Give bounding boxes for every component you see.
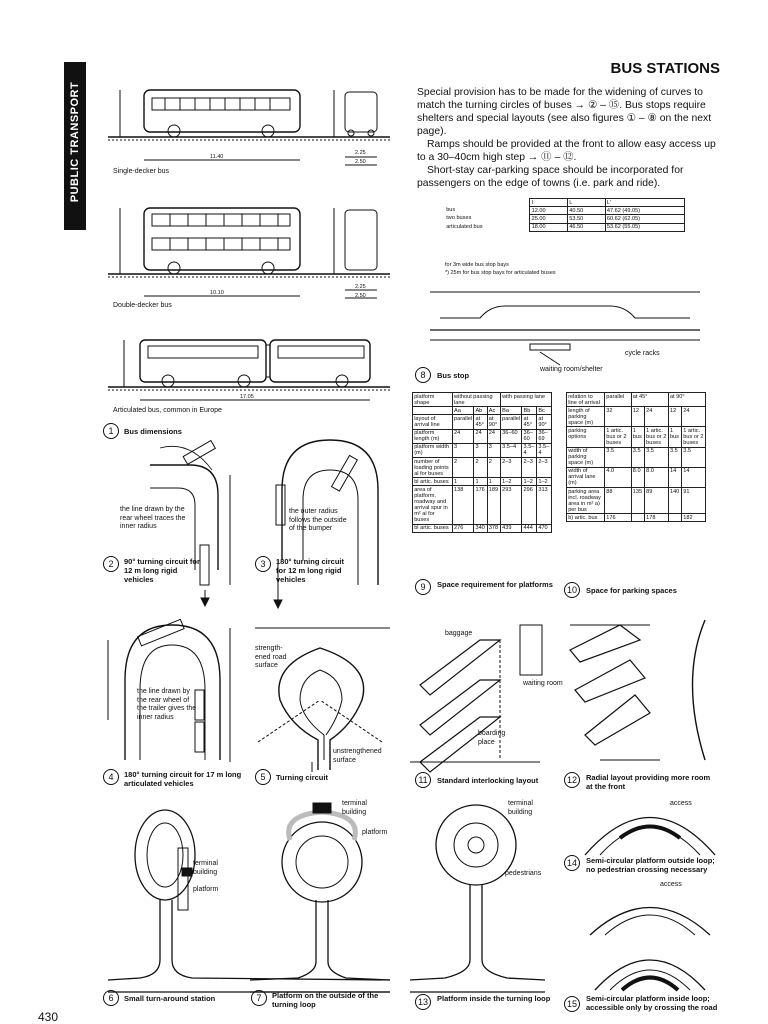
figure-number: 3 — [255, 556, 271, 572]
figure-caption: Platform on the outside of the turning loop — [272, 991, 379, 1009]
table-cell: 24 — [474, 429, 487, 443]
table-cell: 12.00 — [530, 207, 568, 215]
table-header-cell: l — [530, 199, 568, 207]
figure-caption: Standard interlocking layout — [437, 776, 539, 785]
table-cell: at 90° — [537, 415, 552, 429]
figure-caption: Small turn-around station — [124, 994, 216, 1003]
radial-layout-drawing — [570, 620, 705, 760]
figure-caption: Bus dimensions — [124, 427, 182, 436]
table-cell: 25.00 — [530, 215, 568, 223]
table-cell: 14 — [682, 467, 706, 487]
table-cell: 8.0 — [644, 467, 668, 487]
table-cell: 1 — [474, 478, 487, 486]
table-cell: articulated bus — [446, 223, 483, 230]
interlocking-layout-drawing — [410, 625, 542, 772]
page-number: 430 — [38, 1010, 59, 1024]
figure-number: 1 — [103, 423, 119, 439]
figure-caption: 90° turning circuit for 12 m long rigid vehicles — [124, 557, 200, 584]
table-cell: 24 — [487, 429, 500, 443]
table-cell: 36–69 — [537, 429, 552, 443]
table-header-cell: relation to line of arrival — [567, 393, 605, 407]
table-cell: 1 bus — [631, 427, 644, 447]
figure-number: 11 — [415, 772, 431, 788]
figure-caption: 180° turning circuit for 17 m long articulated vehicles — [124, 770, 242, 788]
articulated-label: Articulated bus, common in Europe — [113, 407, 222, 414]
table-cell: 3.5 — [668, 447, 681, 467]
table-cell: 2–3 — [537, 457, 552, 477]
figure-note: strength-ened road surface — [255, 645, 287, 669]
figure-number: 13 — [415, 994, 431, 1010]
semicircular-platform-inside-drawing — [590, 908, 710, 991]
figure-note: the outer radius follows the outside of the bumper — [289, 508, 347, 532]
table-cell: 47.62 (49.05) — [605, 207, 684, 215]
table-note: for 3m wide bus stop bays — [445, 262, 509, 268]
table-cell: 1 artic. bus or 2 buses — [646, 427, 667, 446]
table-cell: bl artic. buses — [413, 524, 453, 532]
table-cell: 276 — [452, 524, 473, 532]
figure-number: 9 — [415, 579, 431, 595]
table-cell: 140 — [668, 487, 681, 513]
table-cell: 1 — [452, 478, 473, 486]
table-cell: 88 — [605, 487, 632, 513]
figure-caption: Bus stop — [437, 371, 470, 380]
table-cell: 1–2 — [500, 478, 521, 486]
dimension-label: 17.05 — [240, 394, 254, 400]
table-cell: parking options — [567, 427, 605, 447]
table-cell: parallel — [500, 415, 521, 429]
table-cell: 12 — [668, 407, 681, 427]
intro-paragraph: Ramps should be provided at the front to allow easy access up to a 30–40cm high step → ⑪ – ⑫. — [417, 139, 716, 163]
table-cell: 176 — [605, 514, 632, 522]
table-cell: 24 — [682, 407, 706, 427]
table-cell: 24 — [644, 407, 668, 427]
table-cell: 1 bus — [668, 427, 681, 447]
table-cell: 3.5–4 — [500, 443, 521, 457]
bus-stop-table — [445, 198, 685, 232]
table-cell: platform length (m) — [413, 429, 453, 443]
table-cell: 32 — [605, 407, 632, 427]
figure-caption: Space for parking spaces — [586, 586, 677, 595]
table-header-cell: with passing lane — [500, 393, 551, 407]
table-header-cell: platform shape — [413, 393, 453, 407]
double-decker-bus-drawing — [108, 208, 390, 298]
table-cell: 53.62 (55.05) — [605, 223, 684, 231]
table-cell — [668, 514, 681, 522]
table-cell: 46.50 — [568, 223, 606, 231]
figure-number: 6 — [103, 990, 119, 1006]
table-cell: 2 — [474, 457, 487, 477]
section-tab-label: PUBLIC TRANSPORT — [69, 81, 81, 203]
figure-note: unstrengthened surface — [333, 748, 382, 764]
parking-space-table — [566, 392, 706, 522]
table-cell: layout of arrival line — [413, 415, 453, 429]
figure-number: 5 — [255, 769, 271, 785]
double-decker-label: Double-decker bus — [113, 302, 172, 309]
intro-paragraph: Short-stay car-parking space should be incorporated for passengers on the edge of towns (i.e. park and ride). — [417, 165, 684, 189]
figure-note: pedestrians — [505, 870, 542, 877]
table-cell: 3.5 — [605, 447, 632, 467]
platform-inside-loop-drawing — [410, 805, 545, 992]
figure-number: 14 — [564, 855, 580, 871]
table-cell: platform width (m) — [413, 443, 453, 457]
dimension-label: 2.25 — [355, 150, 366, 156]
table-cell: width of parking space (m) — [567, 447, 605, 467]
figure-number: 15 — [564, 996, 580, 1012]
figure-note: access — [670, 800, 692, 807]
table-header-cell — [445, 199, 530, 207]
table-cell: 178 — [644, 514, 668, 522]
table-cell: Ba — [500, 407, 521, 415]
figure-note: boarding place — [478, 730, 506, 746]
table-cell: 18.00 — [530, 223, 568, 231]
articulated-bus-drawing — [108, 340, 390, 400]
table-cell: 60.62 (62.05) — [605, 215, 684, 223]
figure-caption: Turning circuit — [276, 773, 328, 782]
table-cell: 1 — [487, 478, 500, 486]
table-cell: Bc — [537, 407, 552, 415]
figure-number: 12 — [564, 772, 580, 788]
table-cell: 1 artic. bus or 2 buses — [682, 427, 706, 447]
figure-note: the line drawn by the rear wheel of the trailer gives the inner radius — [137, 688, 197, 721]
table-cell: at 45° — [474, 415, 487, 429]
table-cell: Ac — [487, 407, 500, 415]
table-cell: 3 — [474, 443, 487, 457]
dimension-label: 2.50 — [355, 293, 366, 299]
table-cell: 40.50 — [568, 207, 606, 215]
table-cell: 2–3 — [522, 457, 537, 477]
table-cell: at 45° — [522, 415, 537, 429]
table-cell: two buses — [446, 215, 472, 222]
table-header-cell: at 45° — [631, 393, 668, 407]
figure-note: terminal building — [193, 860, 218, 876]
table-header-cell: L' — [605, 199, 684, 207]
table-note: *) 25m for bus stop bays for articulated buses — [445, 270, 556, 276]
table-header-cell: parallel — [605, 393, 632, 407]
figure-caption: Platform inside the turning loop — [437, 994, 551, 1003]
table-cell: 313 — [537, 486, 552, 524]
table-cell: bl artic. buses — [413, 478, 453, 486]
figure-note: platform — [362, 829, 388, 836]
table-cell: 1–2 — [522, 478, 537, 486]
table-cell: 439 — [500, 524, 521, 532]
single-decker-label: Single-decker bus — [113, 168, 170, 175]
table-cell: 182 — [682, 514, 706, 522]
figure-number: 4 — [103, 769, 119, 785]
table-header-cell: at 90° — [668, 393, 705, 407]
table-cell: number of loading points al for buses — [413, 457, 453, 477]
table-cell: 1–2 — [537, 478, 552, 486]
table-cell: 444 — [522, 524, 537, 532]
dimension-label: 11.40 — [210, 154, 224, 160]
table-cell: parking area incl. roadway area in m² a) per bus — [567, 487, 605, 513]
table-cell — [631, 514, 644, 522]
table-cell: 3.5 — [631, 447, 644, 467]
small-turnaround-station-drawing — [108, 810, 390, 992]
intro-paragraph: Special provision has to be made for the widening of curves to match the turning circles of buses → ② – ⑮. Bus stops require shelters and special layouts (see also figures ① – ⑧ on the next page). — [417, 87, 712, 137]
figure-note: access — [660, 881, 682, 888]
platform-space-table — [412, 392, 552, 533]
table-cell: 3 — [487, 443, 500, 457]
table-cell: 91 — [682, 487, 706, 513]
table-cell: area of platform, roadway and arrival spur in m² al for buses — [413, 486, 453, 524]
figure-note: platform — [193, 886, 219, 893]
figure-caption: Space requirement for platforms — [437, 580, 553, 589]
figure-number: 8 — [415, 367, 431, 383]
figure-note: cycle racks — [625, 350, 660, 357]
table-cell: 378 — [487, 524, 500, 532]
table-cell: 189 — [487, 486, 500, 524]
dimension-label: 2.50 — [355, 159, 366, 165]
table-cell: 293 — [500, 486, 521, 524]
table-cell: length of parking space (m) — [567, 407, 605, 427]
table-cell: width of arrival lane (m) — [567, 467, 605, 487]
table-header-cell: without passing lane — [452, 393, 500, 407]
table-cell: 3.5 — [682, 447, 706, 467]
figure-note: the line drawn by the rear wheel traces the inner radius — [120, 506, 186, 530]
table-cell: parallel — [452, 415, 473, 429]
table-cell: 135 — [631, 487, 644, 513]
table-cell: 3.5 — [644, 447, 668, 467]
table-cell: Bb — [522, 407, 537, 415]
page-title: BUS STATIONS — [610, 60, 720, 77]
table-cell: 8.0 — [631, 467, 644, 487]
dimension-label: 2.25 — [355, 284, 366, 290]
table-cell: Aa — [452, 407, 473, 415]
figure-note: waiting room — [523, 680, 563, 687]
figure-number: 10 — [564, 582, 580, 598]
table-cell: bus — [446, 207, 456, 214]
table-cell: 2–3 — [500, 457, 521, 477]
table-cell: 14 — [668, 467, 681, 487]
figure-note: terminal building — [342, 800, 367, 816]
table-cell: at 90° — [487, 415, 500, 429]
table-cell: 176 — [474, 486, 487, 524]
table-cell: 3.5–4 — [522, 443, 537, 457]
figure-note: terminal building — [508, 800, 533, 816]
table-cell: 12 — [631, 407, 644, 427]
figure-caption: Semi-circular platform inside loop; accessible only by crossing the road — [586, 994, 718, 1012]
single-decker-bus-drawing — [108, 90, 390, 165]
table-cell: 4.0 — [605, 467, 632, 487]
table-cell: 36–60 — [522, 429, 537, 443]
table-cell: 3.5–4 — [537, 443, 552, 457]
figure-note: waiting room/shelter — [540, 366, 603, 373]
figure-caption: Radial layout providing more room at the front — [586, 773, 711, 791]
table-cell: 340 — [474, 524, 487, 532]
table-cell: 1 artic. bus or 2 buses — [605, 427, 632, 447]
figure-note: baggage — [445, 630, 473, 637]
table-cell: 53.50 — [568, 215, 606, 223]
figure-number: 2 — [103, 556, 119, 572]
figure-caption: Semi-circular platform outside loop; no pedestrian crossing necessary — [586, 856, 715, 874]
figure-caption: 180° turning circuit for 12 m long rigid vehicles — [276, 557, 345, 584]
figure-number: 7 — [251, 990, 267, 1006]
semicircular-platform-outside-drawing — [585, 818, 715, 856]
table-cell: 2 — [487, 457, 500, 477]
table-cell: 3 — [452, 443, 473, 457]
table-cell: 36–60 — [500, 429, 521, 443]
table-cell: 89 — [644, 487, 668, 513]
table-cell: 138 — [452, 486, 473, 524]
table-cell: 470 — [537, 524, 552, 532]
dimension-label: 10.10 — [210, 290, 224, 296]
table-cell: Ab — [474, 407, 487, 415]
table-cell: 296 — [522, 486, 537, 524]
table-cell: 2 — [452, 457, 473, 477]
table-header-cell: L — [568, 199, 606, 207]
table-cell: 24 — [452, 429, 473, 443]
table-cell: b) artic. bus — [567, 514, 605, 522]
